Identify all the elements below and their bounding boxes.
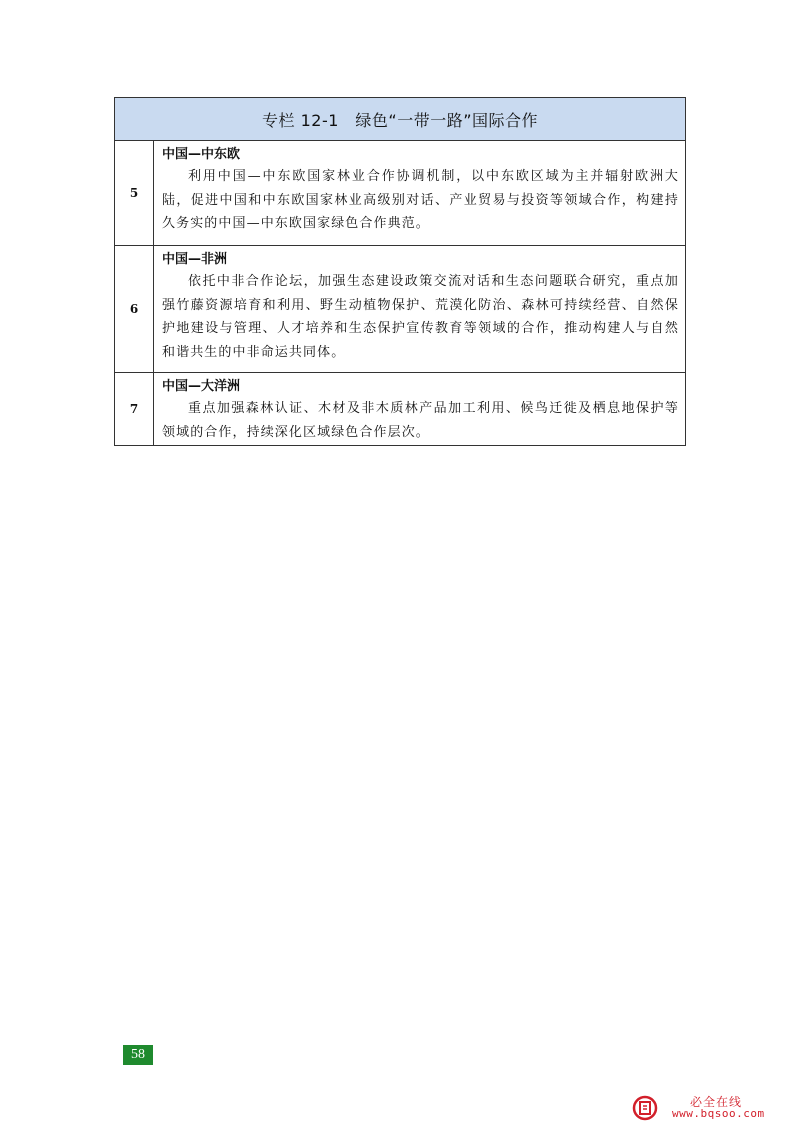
row-content	[154, 246, 685, 372]
column-title: 专栏 12-1 绿色“一带一路”国际合作	[115, 98, 685, 141]
row-text: 利用中国—中东欧国家林业合作协调机制，以中东欧区域为主并辐射欧洲大陆，促进中国和中东欧国家林业高级别对话、产业贸易与投资等领域合作，构建持久务实的中国—中东欧国家绿色合作典范。	[162, 169, 679, 232]
row-number: 5	[115, 141, 154, 245]
column-box	[114, 97, 686, 446]
watermark-url: www.bqsoo.com	[672, 1107, 765, 1120]
page-number: 58	[123, 1045, 153, 1065]
row-heading: 中国—中东欧	[162, 147, 241, 162]
row-text: 依托中非合作论坛，加强生态建设政策交流对话和生态问题联合研究，重点加强竹藤资源培育和利用、野生动植物保护、荒漠化防治、森林可持续经营、自然保护地建设与管理、人才培养和生态保护宣传教育等领域的合作，推动构建人与自然和谐共生的中非命运共同体。	[162, 274, 679, 360]
watermark	[632, 1093, 782, 1123]
row-heading: 中国—大洋洲	[162, 379, 241, 394]
table-row	[115, 246, 685, 373]
row-text: 重点加强森林认证、木材及非木质林产品加工利用、候鸟迁徙及栖息地保护等领域的合作，持续深化区域绿色合作层次。	[162, 401, 679, 440]
bqsoo-logo-icon	[632, 1095, 658, 1121]
row-content	[154, 373, 685, 445]
table-row	[115, 141, 685, 246]
row-content	[154, 141, 685, 245]
table-row	[115, 373, 685, 445]
watermark-name: 必全在线	[690, 1095, 743, 1109]
row-number: 6	[115, 246, 154, 372]
row-number: 7	[115, 373, 154, 445]
row-heading: 中国—非洲	[162, 252, 228, 267]
